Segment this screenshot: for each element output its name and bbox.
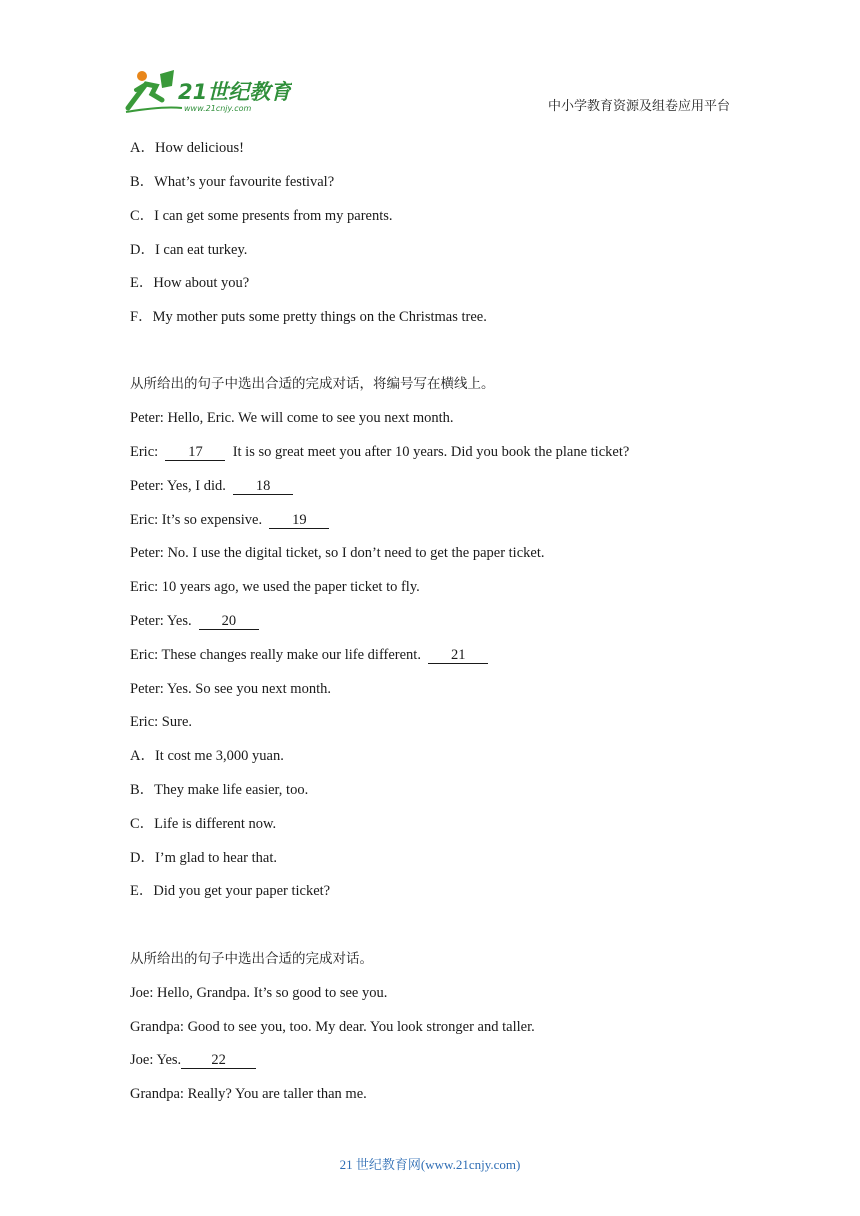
dialogue-line: Peter: Hello, Eric. We will come to see you next month.: [130, 410, 454, 426]
answer-blank-19[interactable]: 19: [269, 513, 329, 529]
answer-blank-21[interactable]: 21: [428, 648, 488, 664]
dialogue-line: Peter: Yes. So see you next month.: [130, 681, 331, 697]
dialogue-line: Eric: 10 years ago, we used the paper ticket to fly.: [130, 579, 420, 595]
dialogue-line: Grandpa: Good to see you, too. My dear. You look stronger and taller.: [130, 1019, 535, 1035]
dialogue-line: Peter: No. I use the digital ticket, so I don’t need to get the paper ticket.: [130, 545, 545, 561]
dialogue-line: Peter: Yes, I did. 18: [130, 477, 293, 495]
answer-blank-17[interactable]: 17: [165, 445, 225, 461]
option-d: D．I can eat turkey.: [130, 242, 248, 258]
platform-title: 中小学教育资源及组卷应用平台: [548, 99, 731, 114]
dialogue-line: Joe: Yes. 22: [130, 1051, 256, 1069]
dialogue-line: Eric: These changes really make our life different. 21: [130, 646, 488, 664]
section3-instruction: 从所给出的句子中选出合适的完成对话。: [130, 951, 373, 967]
runner-logo-icon: [122, 68, 292, 116]
dialogue-line: Eric: Sure.: [130, 714, 193, 730]
dialogue-line: Joe: Hello, Grandpa. It’s so good to see you.: [130, 985, 388, 1001]
option-d: D．I’m glad to hear that.: [130, 850, 277, 866]
option-e: E．Did you get your paper ticket?: [130, 883, 331, 899]
svg-text:www.21cnjy.com: www.21cnjy.com: [184, 104, 252, 113]
option-e: E．How about you?: [130, 275, 250, 291]
svg-text:21世纪教育: 21世纪教育: [178, 80, 292, 104]
answer-blank-18[interactable]: 18: [233, 479, 293, 495]
option-c: C．Life is different now.: [130, 816, 277, 832]
option-c: C．I can get some presents from my parents.: [130, 208, 393, 224]
page-footer[interactable]: 21 世纪教育网(www.21cnjy.com): [339, 1157, 521, 1172]
answer-blank-22[interactable]: 22: [181, 1053, 256, 1069]
option-b: B．What’s your favourite festival?: [130, 174, 335, 190]
section2-instruction: 从所给出的句子中选出合适的完成对话，将编号写在横线上。: [130, 376, 495, 392]
dialogue-line: Grandpa: Really? You are taller than me.: [130, 1086, 367, 1102]
site-logo: [122, 68, 292, 116]
dialogue-line: Peter: Yes. 20: [130, 612, 259, 630]
option-f: F．My mother puts some pretty things on the Christmas tree.: [130, 309, 487, 325]
dialogue-line: Eric: 17 It is so great meet you after 10 years. Did you book the plane ticket?: [130, 444, 630, 460]
option-a: A．How delicious!: [130, 140, 244, 156]
answer-blank-20[interactable]: 20: [199, 614, 259, 630]
option-a: A．It cost me 3,000 yuan.: [130, 748, 284, 764]
dialogue-line: Eric: It’s so expensive. 19: [130, 511, 329, 529]
option-b: B．They make life easier, too.: [130, 782, 309, 798]
